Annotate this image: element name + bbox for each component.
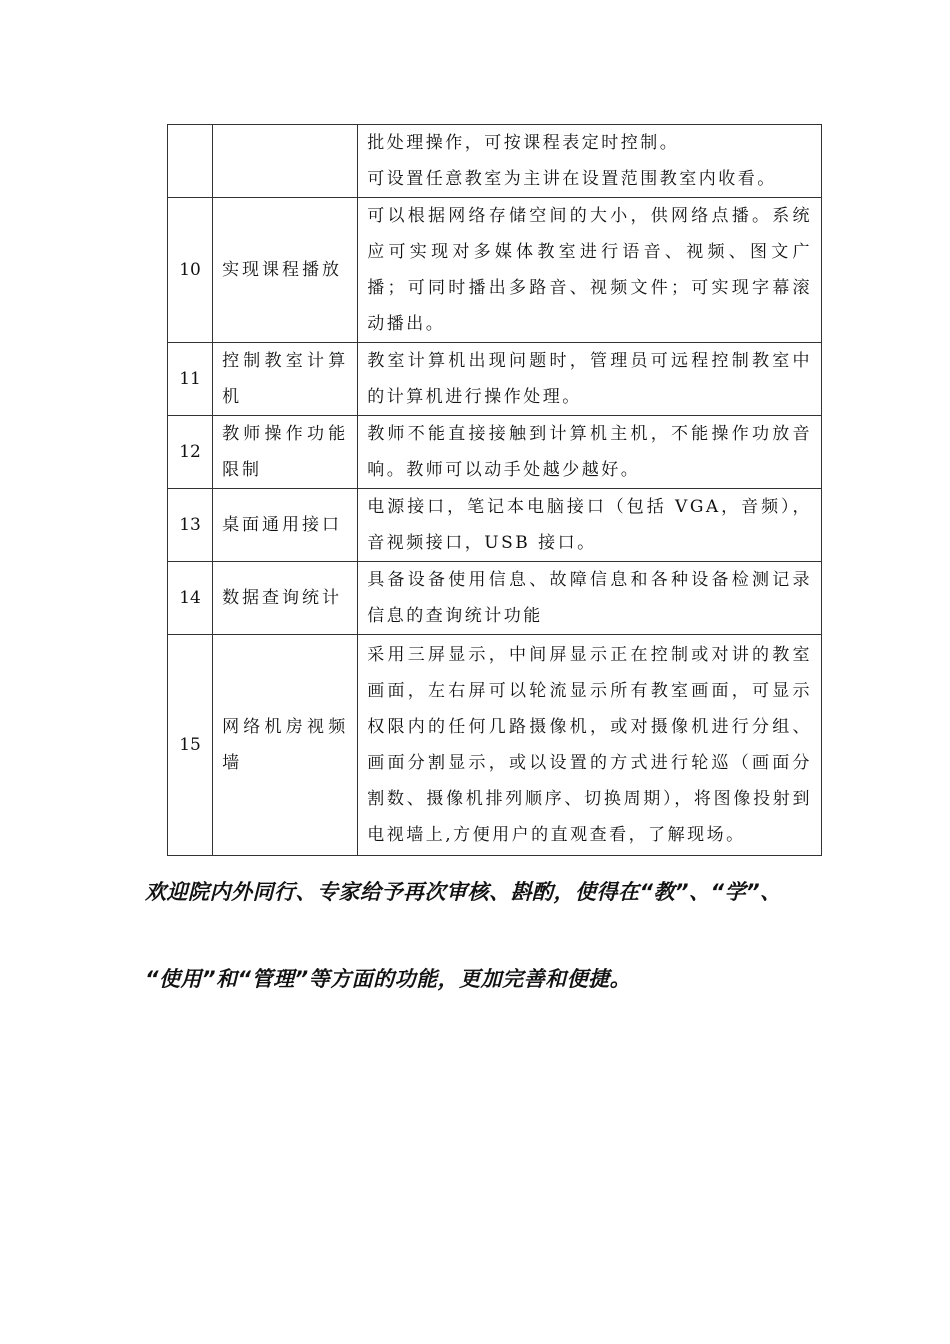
feature-name: 控制教室计算机 [213,343,358,416]
table-row [168,343,822,416]
table-row [168,562,822,635]
feature-description: 电源接口，笔记本电脑接口（包括 VGA，音频），音视频接口，USB 接口。 [358,489,822,562]
feature-name [213,125,358,198]
spec-table [167,124,822,856]
table-row [168,198,822,343]
table-row [168,489,822,562]
feature-description: 教师不能直接接触到计算机主机，不能操作功放音响。教师可以动手处越少越好。 [358,416,822,489]
row-number [168,125,213,198]
feature-name: 网络机房视频墙 [213,635,358,856]
row-number: 11 [168,343,213,416]
row-number: 14 [168,562,213,635]
row-number: 10 [168,198,213,343]
feature-name: 数据查询统计 [213,562,358,635]
table-row [168,416,822,489]
closing-line-2: “使用”和“管理”等方面的功能，更加完善和便捷。 [145,967,632,991]
feature-name: 桌面通用接口 [213,489,358,562]
feature-description: 教室计算机出现问题时，管理员可远程控制教室中的计算机进行操作处理。 [358,343,822,416]
feature-name: 实现课程播放 [213,198,358,343]
description-line: 可设置任意教室为主讲在设置范围教室内收看。 [367,169,777,189]
feature-name: 教师操作功能限制 [213,416,358,489]
closing-line-1: 欢迎院内外同行、专家给予再次审核、斟酌，使得在“教”、“学”、 [145,880,782,904]
row-number: 15 [168,635,213,856]
feature-description: 可以根据网络存储空间的大小，供网络点播。系统应可实现对多媒体教室进行语音、视频、图文广播；可同时播出多路音、视频文件；可实现字幕滚动播出。 [358,198,822,343]
description-line: 批处理操作，可按课程表定时控制。 [367,133,680,153]
row-number: 13 [168,489,213,562]
table-row [168,125,822,198]
feature-description: 具备设备使用信息、故障信息和各种设备检测记录信息的查询统计功能 [358,562,822,635]
row-number: 12 [168,416,213,489]
table-row [168,635,822,856]
closing-remarks [145,872,865,999]
feature-description: 采用三屏显示，中间屏显示正在控制或对讲的教室画面，左右屏可以轮流显示所有教室画面，可显示权限内的任何几路摄像机，或对摄像机进行分组、画面分割显示，或以设置的方式进行轮巡（画面分割数、摄像机排列顺序、切换周期），将图像投射到电视墙上,方便用户的直观查看，了解现场。 [358,635,822,856]
feature-description [358,125,822,198]
